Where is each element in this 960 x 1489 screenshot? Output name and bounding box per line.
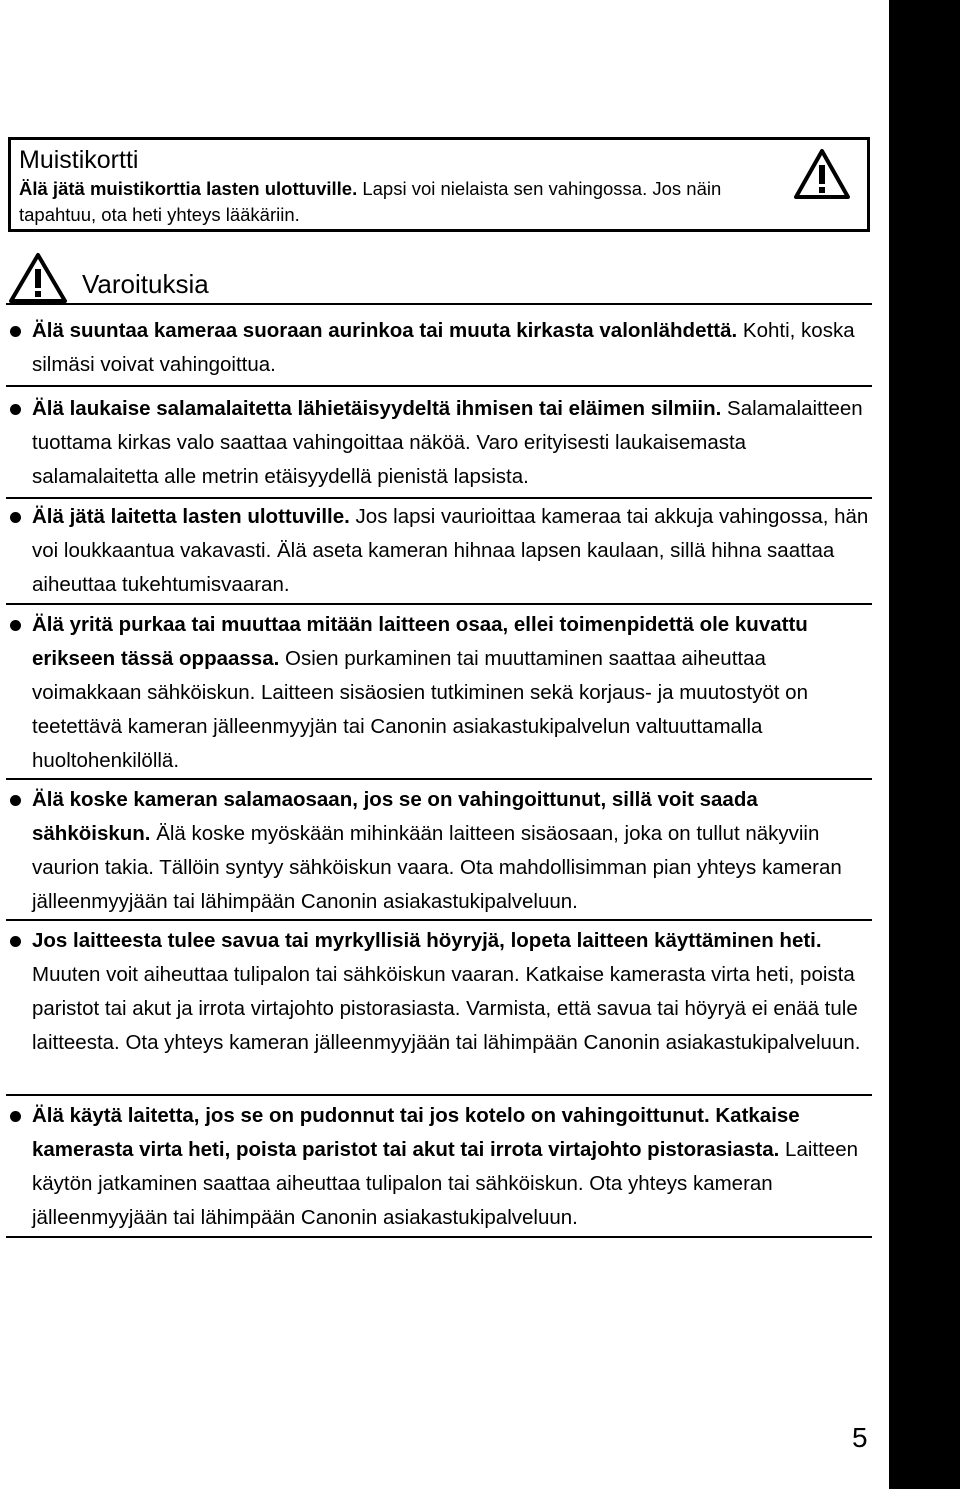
warning-item <box>32 783 872 919</box>
warnings-title: Varoituksia <box>82 269 209 299</box>
bullet-icon <box>10 620 21 631</box>
warning-item <box>32 924 872 1060</box>
warning-item-text: Älä koske myöskään mihinkään laitteen sisäosaan, joka on tullut näkyviin vaurion takia. Tällöin syntyy sähköiskun vaara. Ota mahdollisimman pian yhteys kameran jälleenmyyjään tai lähimpään Canonin asiakastukipalveluun. <box>32 822 842 913</box>
divider <box>6 1236 872 1238</box>
warnings-heading <box>8 252 870 304</box>
warning-item <box>32 314 872 382</box>
divider <box>6 603 872 605</box>
warning-item <box>32 608 872 778</box>
divider <box>6 497 872 499</box>
divider <box>6 303 872 305</box>
warning-triangle-icon <box>793 148 851 200</box>
warning-item-bold: Älä laukaise salamalaitetta lähietäisyydeltä ihmisen tai eläimen silmiin. <box>32 397 722 420</box>
warning-item <box>32 500 872 602</box>
divider <box>6 1094 872 1096</box>
bullet-icon <box>10 1111 21 1122</box>
memory-card-bold: Älä jätä muistikorttia lasten ulottuville. <box>19 178 358 199</box>
bullet-icon <box>10 795 21 806</box>
warning-item <box>32 1099 872 1235</box>
chapter-side-tab <box>889 0 960 1489</box>
memory-card-title: Muistikortti <box>19 146 139 174</box>
warning-item-bold: Älä käytä laitetta, jos se on pudonnut tai jos kotelo on vahingoittunut. Katkaise kamerasta virta heti, poista paristot tai akut tai irrota virtajohto pistorasiasta. <box>32 1104 800 1161</box>
warning-item-text: Osien purkaminen tai muuttaminen saattaa aiheuttaa voimakkaan sähköiskun. Laitteen sisäosien tutkiminen sekä korjaus- ja muutostyöt on teetettävä kameran jälleenmyyjän tai Canonin asiakastukipalvelun valtuuttamalla huoltohenkilöllä. <box>32 647 808 772</box>
warning-item-text: Salamalaitteen tuottama kirkas valo saattaa vahingoittaa näköä. Varo erityisesti laukaisemasta salamalaitetta alle metrin etäisyydellä pienistä lapsista. <box>32 397 863 488</box>
page-number: 5 <box>852 1422 868 1453</box>
divider <box>6 778 872 780</box>
warning-item-text: Muuten voit aiheuttaa tulipalon tai sähköiskun vaaran. Katkaise kamerasta virta heti, poista paristot tai akut ja irrota virtajohto pistorasiasta. Varmista, että savua tai höyryä ei enää tule laitteesta. Ota yhteys kameran jälleenmyyjään tai lähimpään Canonin asiakastukipalveluun. <box>32 963 861 1054</box>
bullet-icon <box>10 512 21 523</box>
warning-triangle-icon <box>8 252 68 304</box>
warning-item-bold: Älä koske kameran salamaosaan, jos se on vahingoittunut, sillä voit saada sähköiskun. <box>32 788 758 845</box>
bullet-icon <box>10 404 21 415</box>
memory-card-notice <box>8 137 870 232</box>
memory-card-text <box>19 176 759 228</box>
memory-card-body: Lapsi voi nielaista sen vahingossa. Jos näin tapahtuu, ota heti yhteys lääkäriin. <box>19 178 722 225</box>
warning-item-bold: Älä yritä purkaa tai muuttaa mitään laitteen osaa, ellei toimenpidettä ole kuvattu erikseen tässä oppaassa. <box>32 613 808 670</box>
warning-item-text: Laitteen käytön jatkaminen saattaa aiheuttaa tulipalon tai sähköiskun. Ota yhteys kameran jälleenmyyjään tai lähimpään Canonin asiakastukipalveluun. <box>32 1138 858 1229</box>
warning-item-bold: Älä jätä laitetta lasten ulottuville. <box>32 505 350 528</box>
divider <box>6 919 872 921</box>
bullet-icon <box>10 936 21 947</box>
divider <box>6 385 872 387</box>
warning-item-text: Jos lapsi vaurioittaa kameraa tai akkuja vahingossa, hän voi loukkaantua vakavasti. Älä aseta kameran hihnaa lapsen kaulaan, sillä hihna saattaa aiheuttaa tukehtumisvaaran. <box>32 505 869 596</box>
warning-item-bold: Jos laitteesta tulee savua tai myrkyllisiä höyryjä, lopeta laitteen käyttäminen heti. <box>32 929 822 952</box>
warning-item <box>32 392 872 494</box>
warning-item-text: Kohti, koska silmäsi voivat vahingoittua. <box>32 319 855 376</box>
warning-item-bold: Älä suuntaa kameraa suoraan aurinkoa tai muuta kirkasta valonlähdettä. <box>32 319 738 342</box>
bullet-icon <box>10 326 21 337</box>
